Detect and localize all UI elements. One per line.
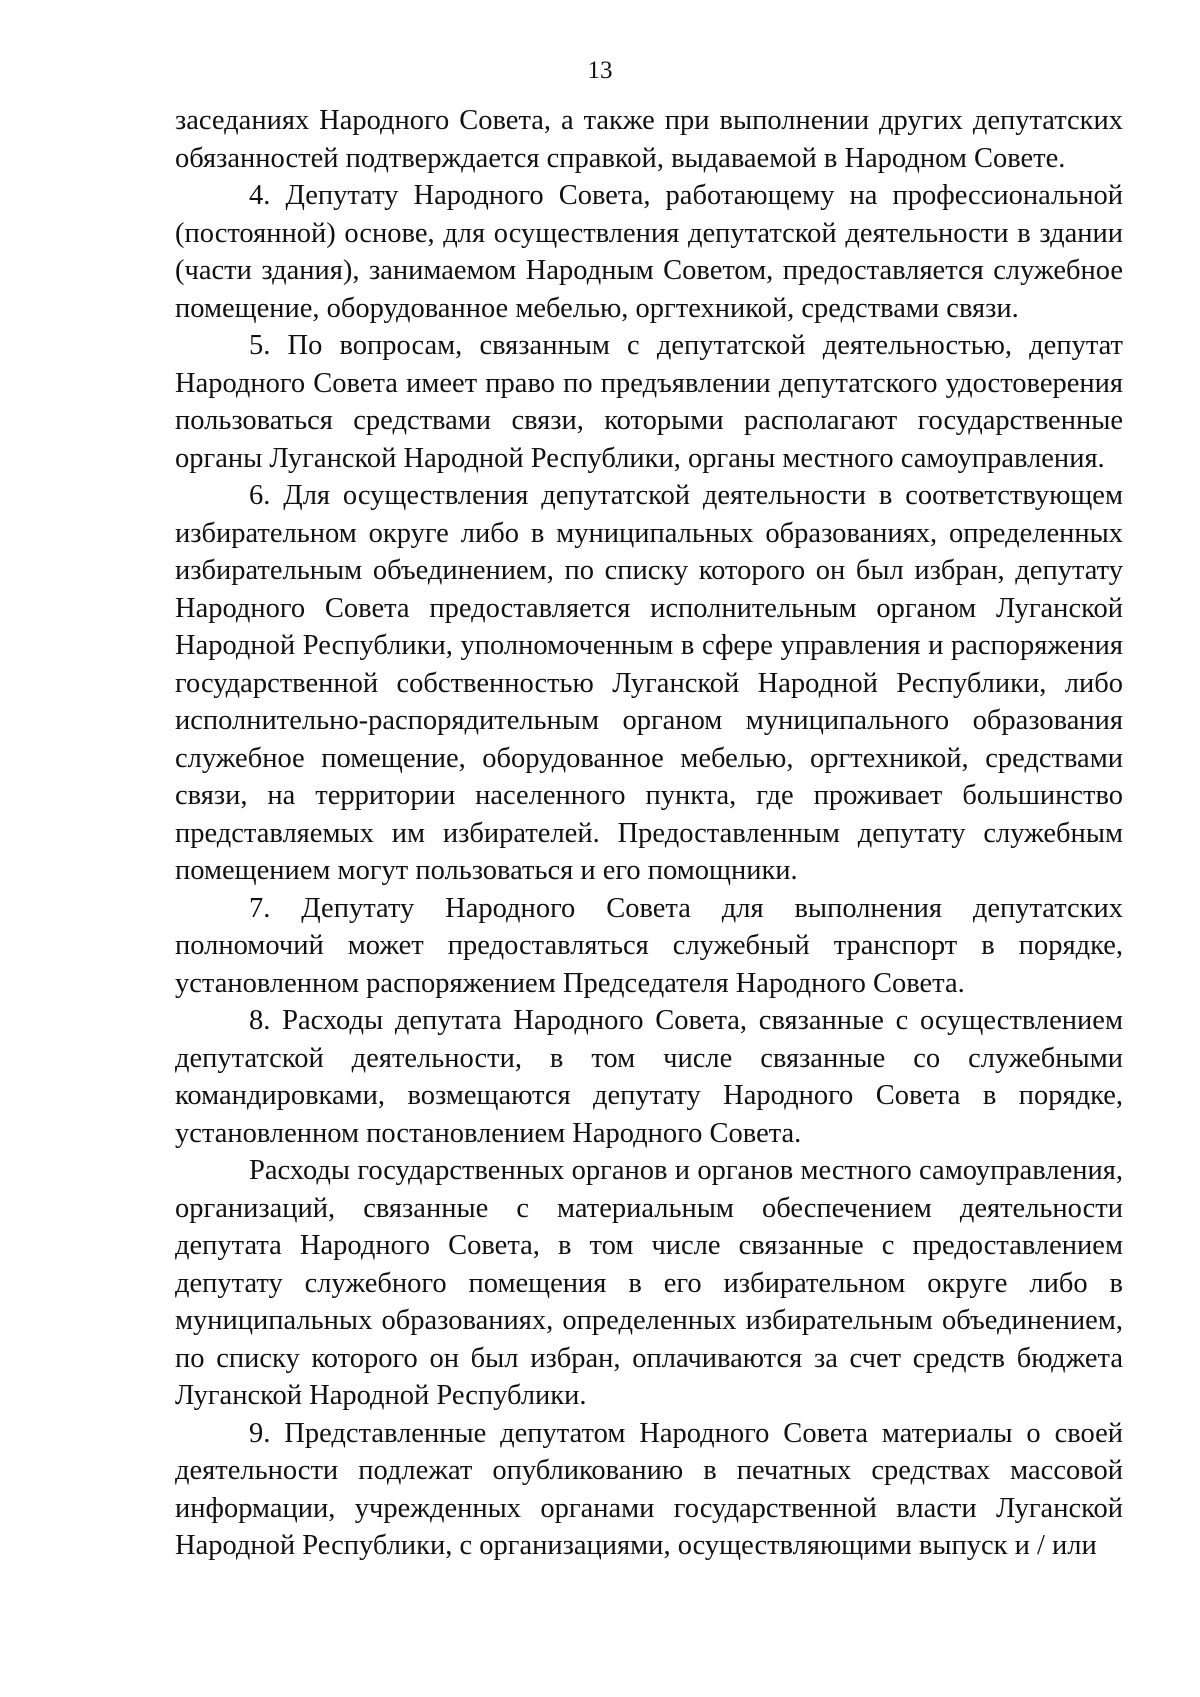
paragraph-item-4: 4. Депутату Народного Совета, работающему на профессиональной (постоянной) основе, для осуществления депутатской деятельности в здании (части здания), занимаемом Народным Советом, предоставляется служебное помещение, оборудованное мебелью, оргтехникой, средствами связи. (175, 180, 1123, 324)
paragraph-item-6: 6. Для осуществления депутатской деятельности в соответствующем избирательном округе либо в муниципальных образованиях, определенных избирательным объединением, по списку которого он был избран, депутату Народного Совета предоставляется исполнительным органом Луганской Народной Республики, уполномоченным в сфере управления и распоряжения государственной собственностью Луганской Народной Республики, либо исполнительно-распорядительным органом муниципального образования служебное помещение, оборудованное мебелью, оргтехникой, средствами связи, на территории населенного пункта, где проживает большинство представляемых им избирателей. Предоставленным депутату служебным помещением могут пользоваться и его помощники. (175, 480, 1123, 886)
document-body (175, 102, 1123, 1565)
paragraph-item-8-expenses: Расходы государственных органов и органов местного самоуправления, организаций, связанные с материальным обеспечением деятельности депутата Народного Совета, в том числе связанные с предоставлением депутату служебного помещения в его избирательном округе либо в муниципальных образованиях, определенных избирательным объединением, по списку которого он был избран, оплачиваются за счет средств бюджета Луганской Народной Республики. (175, 1155, 1123, 1411)
paragraph-item-9: 9. Представленные депутатом Народного Совета материалы о своей деятельности подлежат опубликованию в печатных средствах массовой информации, учрежденных органами государственной власти Луганской Народной Республики, с организациями, осуществляющими выпуск и / или (175, 1417, 1123, 1561)
paragraph-continuation: заседаниях Народного Совета, а также при выполнении других депутатских обязанностей подтверждается справкой, выдаваемой в Народном Совете. (175, 105, 1123, 174)
page-number: 13 (587, 57, 613, 84)
paragraph-item-8: 8. Расходы депутата Народного Совета, связанные с осуществлением депутатской деятельности, в том числе связанные со служебными командировками, возмещаются депутату Народного Совета в порядке, установленном постановлением Народного Совета. (175, 1005, 1123, 1149)
paragraph-item-5: 5. По вопросам, связанным с депутатской деятельностью, депутат Народного Совета имеет право по предъявлении депутатского удостоверения пользоваться средствами связи, которыми располагают государственные органы Луганской Народной Республики, органы местного самоуправления. (175, 330, 1123, 474)
paragraph-item-7: 7. Депутату Народного Совета для выполнения депутатских полномочий может предоставляться служебный транспорт в порядке, установленном распоряжением Председателя Народного Совета. (175, 892, 1123, 999)
